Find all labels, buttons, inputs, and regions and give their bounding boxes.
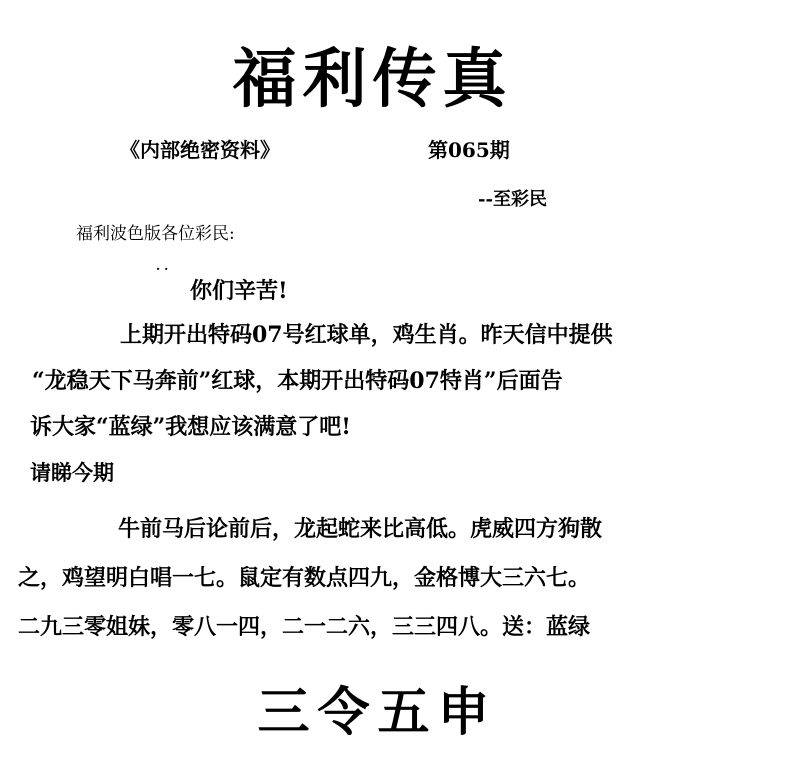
forecast-label: 请睇今期 xyxy=(30,460,114,485)
document-subtitle: 《内部绝密资料》 xyxy=(120,138,280,162)
greeting: 你们辛苦! xyxy=(190,278,288,304)
decorative-dots: ·· xyxy=(156,262,173,276)
paragraph-line: 诉大家“蓝绿”我想应该满意了吧! xyxy=(30,414,351,440)
page-title: 福利传真 xyxy=(232,42,513,117)
author-line: --至彩民 xyxy=(478,189,547,210)
paragraph-line: 上期开出特码07号红球单，鸡生肖。昨天信中提供 xyxy=(120,322,613,348)
letter-paragraph xyxy=(24,312,774,450)
paragraph-line: “龙稳天下马奔前”红球，本期开出特码07特肖”后面告 xyxy=(32,368,563,394)
poem-line: 二九三零姐妹，零八一四，二一二六，三三四八。送：蓝绿 xyxy=(18,614,591,640)
salutation: 福利波色版各位彩民: xyxy=(76,224,235,244)
issue-number: 第065期 xyxy=(428,138,510,162)
poem-line: 之，鸡望明白唱一七。鼠定有数点四九，金格博大三六七。 xyxy=(18,565,591,591)
poem-line: 牛前马后论前后，龙起蛇来比高低。虎威四方狗散 xyxy=(118,516,603,542)
forecast-poem xyxy=(18,505,778,652)
final-phrase: 三令五申 xyxy=(257,682,498,743)
